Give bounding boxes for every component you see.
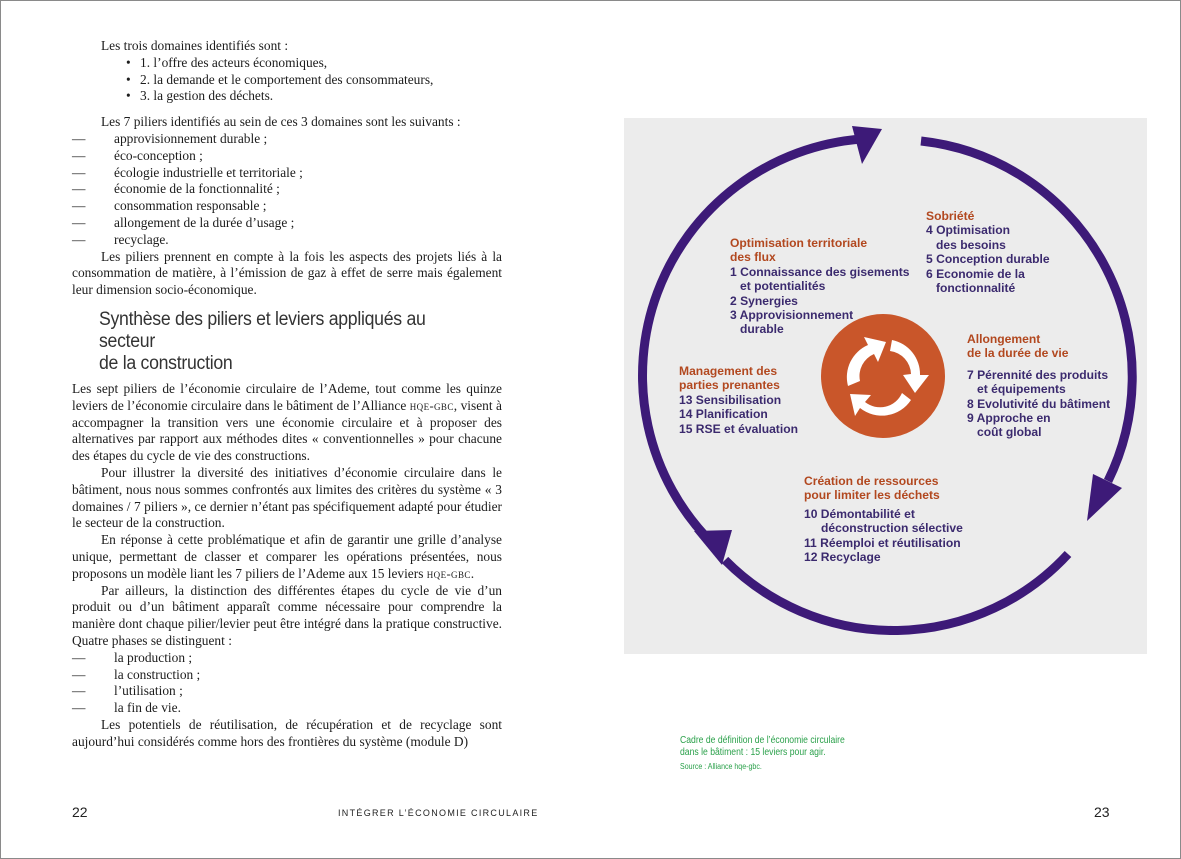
list-item: — allongement de la durée d’usage ;: [72, 215, 502, 232]
paragraph: Pour illustrer la diversité des initiatives d’économie circulaire dans le bâtiment, nous nous sommes confrontés aux limites des critères du système « 3 domaines / 7 piliers », ce dernier n’étant pas spécifiquement adapté pour étudier le secteur de la construction.: [72, 464, 502, 531]
paragraph: Les piliers prennent en compte à la fois les aspects des projets liés à la consommation de matière, à l’émission de gaz à effet de serre mais également leur dimension socio-économique.: [72, 248, 502, 298]
domains-list: [72, 55, 502, 105]
group-management: Management des parties prenantes 13 Sensibilisation 14 Planification 15 RSE et évaluation: [679, 364, 798, 436]
list-item: — la production ;: [72, 650, 502, 667]
pillars-list: [72, 131, 502, 249]
section-title: [72, 309, 472, 375]
running-head: INTÉGRER L’ÉCONOMIE CIRCULAIRE: [338, 808, 539, 818]
list-item: — éco-conception ;: [72, 148, 502, 165]
paragraph: Les sept piliers de l’économie circulaire de l’Ademe, tout comme les quinze leviers de l’économie circulaire dans le bâtiment de l’Alliance hqe-gbc, visent à accompagner la transition vers une économie circulaire et à proposer des alternatives par rapport aux méthodes dites « conventionnelles » pour chacune des étapes du cycle de vie des constructions.: [72, 380, 502, 464]
caption-line-2: dans le bâtiment : 15 leviers pour agir.: [680, 747, 826, 758]
figure-caption: [680, 735, 891, 773]
group-allongement: Allongement de la durée de vie 7 Pérennité des produits et équipements 8 Evolutivité du bâtiment 9 Approche en coût global: [967, 332, 1111, 440]
pillars-intro: Les 7 piliers identifiés au sein de ces 3 domaines sont les suivants :: [101, 114, 461, 130]
section-title-line-2: de la construction: [98, 352, 233, 374]
page-number-left: 22: [72, 804, 88, 820]
list-item: — la construction ;: [72, 667, 502, 684]
list-item: — approvisionnement durable ;: [72, 131, 502, 148]
list-item: — écologie industrielle et territoriale ;: [72, 165, 502, 182]
caption-source: Source : Alliance hqe-gbc.: [680, 762, 762, 771]
list-item: — la fin de vie.: [72, 700, 502, 717]
list-item: • 1. l’offre des acteurs économiques,: [140, 55, 502, 72]
list-item: — recyclage.: [72, 232, 502, 249]
paragraph: En réponse à cette problématique et afin de garantir une grille d’analyse unique, permettant de classer et comparer les opérations présentées, nous proposons un modèle liant les 7 piliers de l’Ademe aux 15 leviers hqe-gbc.: [72, 532, 502, 581]
left-page-text: [72, 38, 502, 750]
group-optimisation: Optimisation territoriale des flux 1 Connaissance des gisements et potentialités 2 Synergies 3 Approvisionnement durable: [730, 236, 910, 337]
arrow-head-right: [1087, 474, 1122, 521]
group-creation: Création de ressources pour limiter les déchets 10 Démontabilité et déconstruction sélective 11 Réemploi et réutilisation 12 Recyclage: [804, 474, 963, 565]
arrow-arc-bottom: [725, 554, 1068, 630]
arrow-head-top: [852, 126, 882, 164]
group-sobriete: Sobriété 4 Optimisation des besoins 5 Conception durable 6 Economie de la fonctionnalité: [926, 209, 1050, 296]
list-item: — économie de la fonctionnalité ;: [72, 181, 502, 198]
list-item: • 2. la demande et le comportement des consommateurs,: [140, 72, 502, 89]
caption-line-1: Cadre de définition de l’économie circulaire: [680, 735, 845, 746]
list-item: • 3. la gestion des déchets.: [140, 88, 502, 105]
paragraph: Les potentiels de réutilisation, de récupération et de recyclage sont aujourd’hui considérés comme hors des frontières du système (module D): [72, 716, 502, 749]
list-item: — consommation responsable ;: [72, 198, 502, 215]
domains-intro: Les trois domaines identifiés sont :: [101, 38, 289, 53]
paragraph: Par ailleurs, la distinction des différentes étapes du cycle de vie d’un produit ou d’un bâtiment apparaît comme nécessaire pour comprendre la manière dont chaque pilier/levier peut être intégré dans la pratique constructive. Quatre phases se distinguent :: [72, 582, 502, 648]
page-number-right: 23: [1094, 804, 1110, 820]
phases-list: [72, 650, 502, 717]
list-item: — l’utilisation ;: [72, 683, 502, 700]
section-title-line-1: Synthèse des piliers et leviers appliqués au secteur: [98, 308, 426, 352]
circular-economy-figure: [624, 118, 1147, 654]
